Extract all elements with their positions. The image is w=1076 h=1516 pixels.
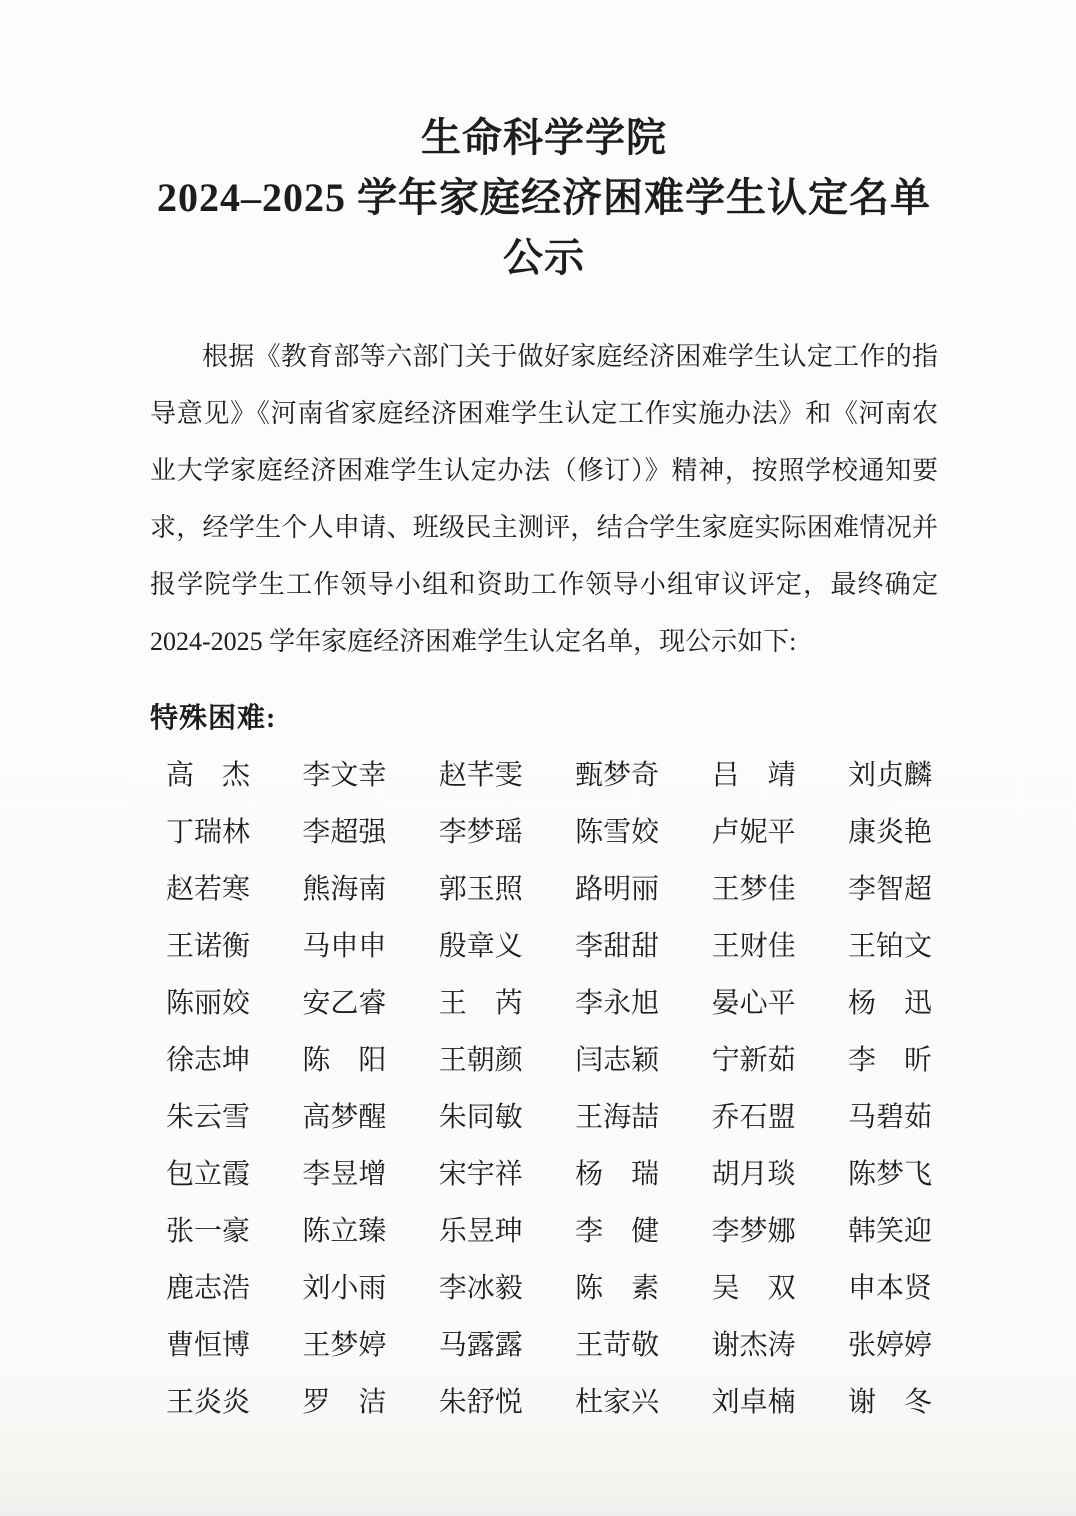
student-name: 朱舒悦 [438,1387,523,1418]
doc-title-subject: 2024–2025 学年家庭经济困难学生认定名单 [157,175,931,220]
student-name: 李永旭 [575,988,660,1019]
student-name: 马申申 [302,931,387,962]
student-name: 胡月琰 [711,1159,796,1190]
student-name-list [150,747,938,1431]
student-name: 谢杰涛 [711,1330,796,1361]
student-name: 甄梦奇 [575,760,660,791]
student-name: 高 杰 [166,760,251,791]
student-name: 马露露 [438,1330,523,1361]
student-name: 李文幸 [302,760,387,791]
student-name: 徐志坤 [166,1045,251,1076]
student-name: 刘卓楠 [711,1387,796,1418]
student-name: 韩笑迎 [847,1216,932,1247]
student-name: 郭玉照 [438,874,523,905]
paragraph-line: 导意见》《河南省家庭经济困难学生认定工作实施办法》和《河南农 [150,399,938,428]
student-name: 李昱增 [302,1159,387,1190]
student-name: 王梦婷 [302,1330,387,1361]
paragraph-line: 求，经学生个人申请、班级民主测评，结合学生家庭实际困难情况并 [150,513,938,542]
student-name: 王海喆 [575,1102,660,1133]
student-name: 杨 瑞 [575,1159,660,1190]
student-name: 王炎炎 [166,1387,251,1418]
doc-title-college: 生命科学学院 [421,115,667,160]
student-name: 赵若寒 [166,874,251,905]
section-heading-special-difficulty: 特殊困难: [150,703,277,734]
student-name: 张婷婷 [847,1330,932,1361]
student-name: 陈梦飞 [847,1159,932,1190]
student-name: 王诺衡 [166,931,251,962]
student-name: 晏心平 [711,988,796,1019]
student-name: 杨 迅 [847,988,932,1019]
student-name: 王财佳 [711,931,796,962]
student-name: 吴 双 [711,1273,796,1304]
student-name: 安乙睿 [302,988,387,1019]
paragraph-line: 业大学家庭经济困难学生认定办法（修订）》精神，按照学校通知要 [150,456,938,485]
student-name: 曹恒博 [166,1330,251,1361]
student-name: 康炎艳 [847,817,932,848]
doc-title [150,108,938,288]
student-name: 杜家兴 [575,1387,660,1418]
student-name: 卢妮平 [711,817,796,848]
student-name: 张一豪 [166,1216,251,1247]
student-name: 马碧茹 [847,1102,932,1133]
student-name: 朱同敏 [438,1102,523,1133]
document-content [0,108,1076,1431]
student-name: 包立霞 [166,1159,251,1190]
intro-paragraph [150,328,938,670]
student-name: 李 昕 [847,1045,932,1076]
student-name: 鹿志浩 [166,1273,251,1304]
student-name: 刘贞麟 [847,760,932,791]
paragraph-line: 2024-2025 学年家庭经济困难学生认定名单，现公示如下: [150,627,797,656]
paragraph-line: 根据《教育部等六部门关于做好家庭经济困难学生认定工作的指 [202,342,938,371]
student-name: 王梦佳 [711,874,796,905]
student-name: 陈立臻 [302,1216,387,1247]
student-name: 李冰毅 [438,1273,523,1304]
student-name: 谢 冬 [847,1387,932,1418]
student-name: 吕 靖 [711,760,796,791]
student-name: 宋宇祥 [438,1159,523,1190]
student-name: 殷章义 [438,931,523,962]
student-name: 陈丽姣 [166,988,251,1019]
student-name: 申本贤 [847,1273,932,1304]
doc-title-notice: 公示 [503,235,585,280]
student-name: 李智超 [847,874,932,905]
student-name: 李梦瑶 [438,817,523,848]
student-name: 陈 阳 [302,1045,387,1076]
student-name: 王 芮 [438,988,523,1019]
student-name: 李超强 [302,817,387,848]
student-name: 李梦娜 [711,1216,796,1247]
student-name: 王朝颜 [438,1045,523,1076]
student-name: 刘小雨 [302,1273,387,1304]
student-name: 闫志颖 [575,1045,660,1076]
student-name: 王苛敬 [575,1330,660,1361]
student-name: 乔石盟 [711,1102,796,1133]
student-name: 乐昱珅 [438,1216,523,1247]
student-name: 陈雪姣 [575,817,660,848]
student-name: 熊海南 [302,874,387,905]
student-name: 宁新茹 [711,1045,796,1076]
student-name: 李 健 [575,1216,660,1247]
student-name: 李甜甜 [575,931,660,962]
student-name: 赵芊雯 [438,760,523,791]
student-name: 陈 素 [575,1273,660,1304]
paragraph-line: 报学院学生工作领导小组和资助工作领导小组审议评定，最终确定 [150,570,938,599]
student-name: 路明丽 [575,874,660,905]
student-name: 丁瑞林 [166,817,251,848]
student-name: 罗 洁 [302,1387,387,1418]
student-name: 朱云雪 [166,1102,251,1133]
student-name: 高梦醒 [302,1102,387,1133]
student-name: 王铂文 [847,931,932,962]
